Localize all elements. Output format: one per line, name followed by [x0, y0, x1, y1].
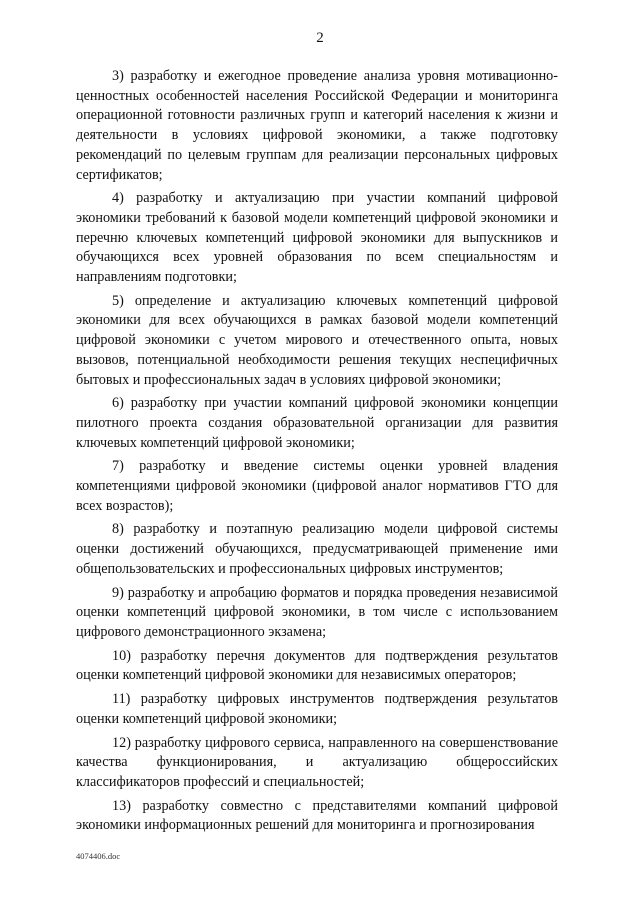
paragraph-item-10: 10) разработку перечня документов для подтверждения результатов оценки компетенций цифровой экономики для независимых операторов; [76, 647, 558, 684]
document-file-id: 4074406.doc [76, 851, 121, 861]
document-body [76, 67, 558, 840]
paragraph-item-5: 5) определение и актуализацию ключевых компетенций цифровой экономики для всех обучающихся в рамках базовой модели компетенций цифровой экономики с учетом мирового и отечественного опыта, новых вызовов, потенциальной необходимости решения текущих неспецифичных бытовых и профессиональных задач в условиях цифровой экономики; [76, 292, 558, 388]
paragraph-item-11: 11) разработку цифровых инструментов подтверждения результатов оценки компетенций цифровой экономики; [76, 691, 558, 727]
paragraph-item-3: 3) разработку и ежегодное проведение анализа уровня мотивационно-ценностных особенностей населения Российской Федерации и мониторинга операционной готовности различных групп и категорий населения к жизни и деятельности в условиях цифровой экономики, а также подготовку рекомендаций по целевым группам для реализации персональных цифровых сертификатов; [76, 68, 558, 183]
paragraph-item-7: 7) разработку и введение системы оценки уровней владения компетенциями цифровой экономики (цифровой аналог нормативов ГТО для всех возрастов); [76, 458, 558, 514]
paragraph-item-4: 4) разработку и актуализацию при участии компаний цифровой экономики требований к базовой модели компетенций цифровой экономики и перечню ключевых компетенций цифровой экономики для выпускников и обучающихся всех уровней образования по всем специальностям и направлениям подготовки; [76, 190, 558, 286]
paragraph-item-13: 13) разработку совместно с представителями компаний цифровой экономики информационных решений для мониторинга и прогнозирования [76, 797, 558, 834]
paragraph-item-12: 12) разработку цифрового сервиса, направленного на совершенствование качества функционирования, и актуализацию общероссийских классификаторов профессий и специальностей; [76, 734, 558, 790]
page-number: 2 [316, 30, 324, 46]
paragraph-item-6: 6) разработку при участии компаний цифровой экономики концепции пилотного проекта создания образовательной организации для развития ключевых компетенций цифровой экономики; [76, 395, 558, 451]
paragraph-item-8: 8) разработку и поэтапную реализацию модели цифровой системы оценки достижений обучающихся, предусматривающей применение ими общепользовательских и профессиональных цифровых инструментов; [76, 521, 558, 577]
paragraph-item-9: 9) разработку и апробацию форматов и порядка проведения независимой оценки компетенций цифровой экономики, в том числе с использованием цифрового демонстрационного экзамена; [76, 584, 558, 640]
